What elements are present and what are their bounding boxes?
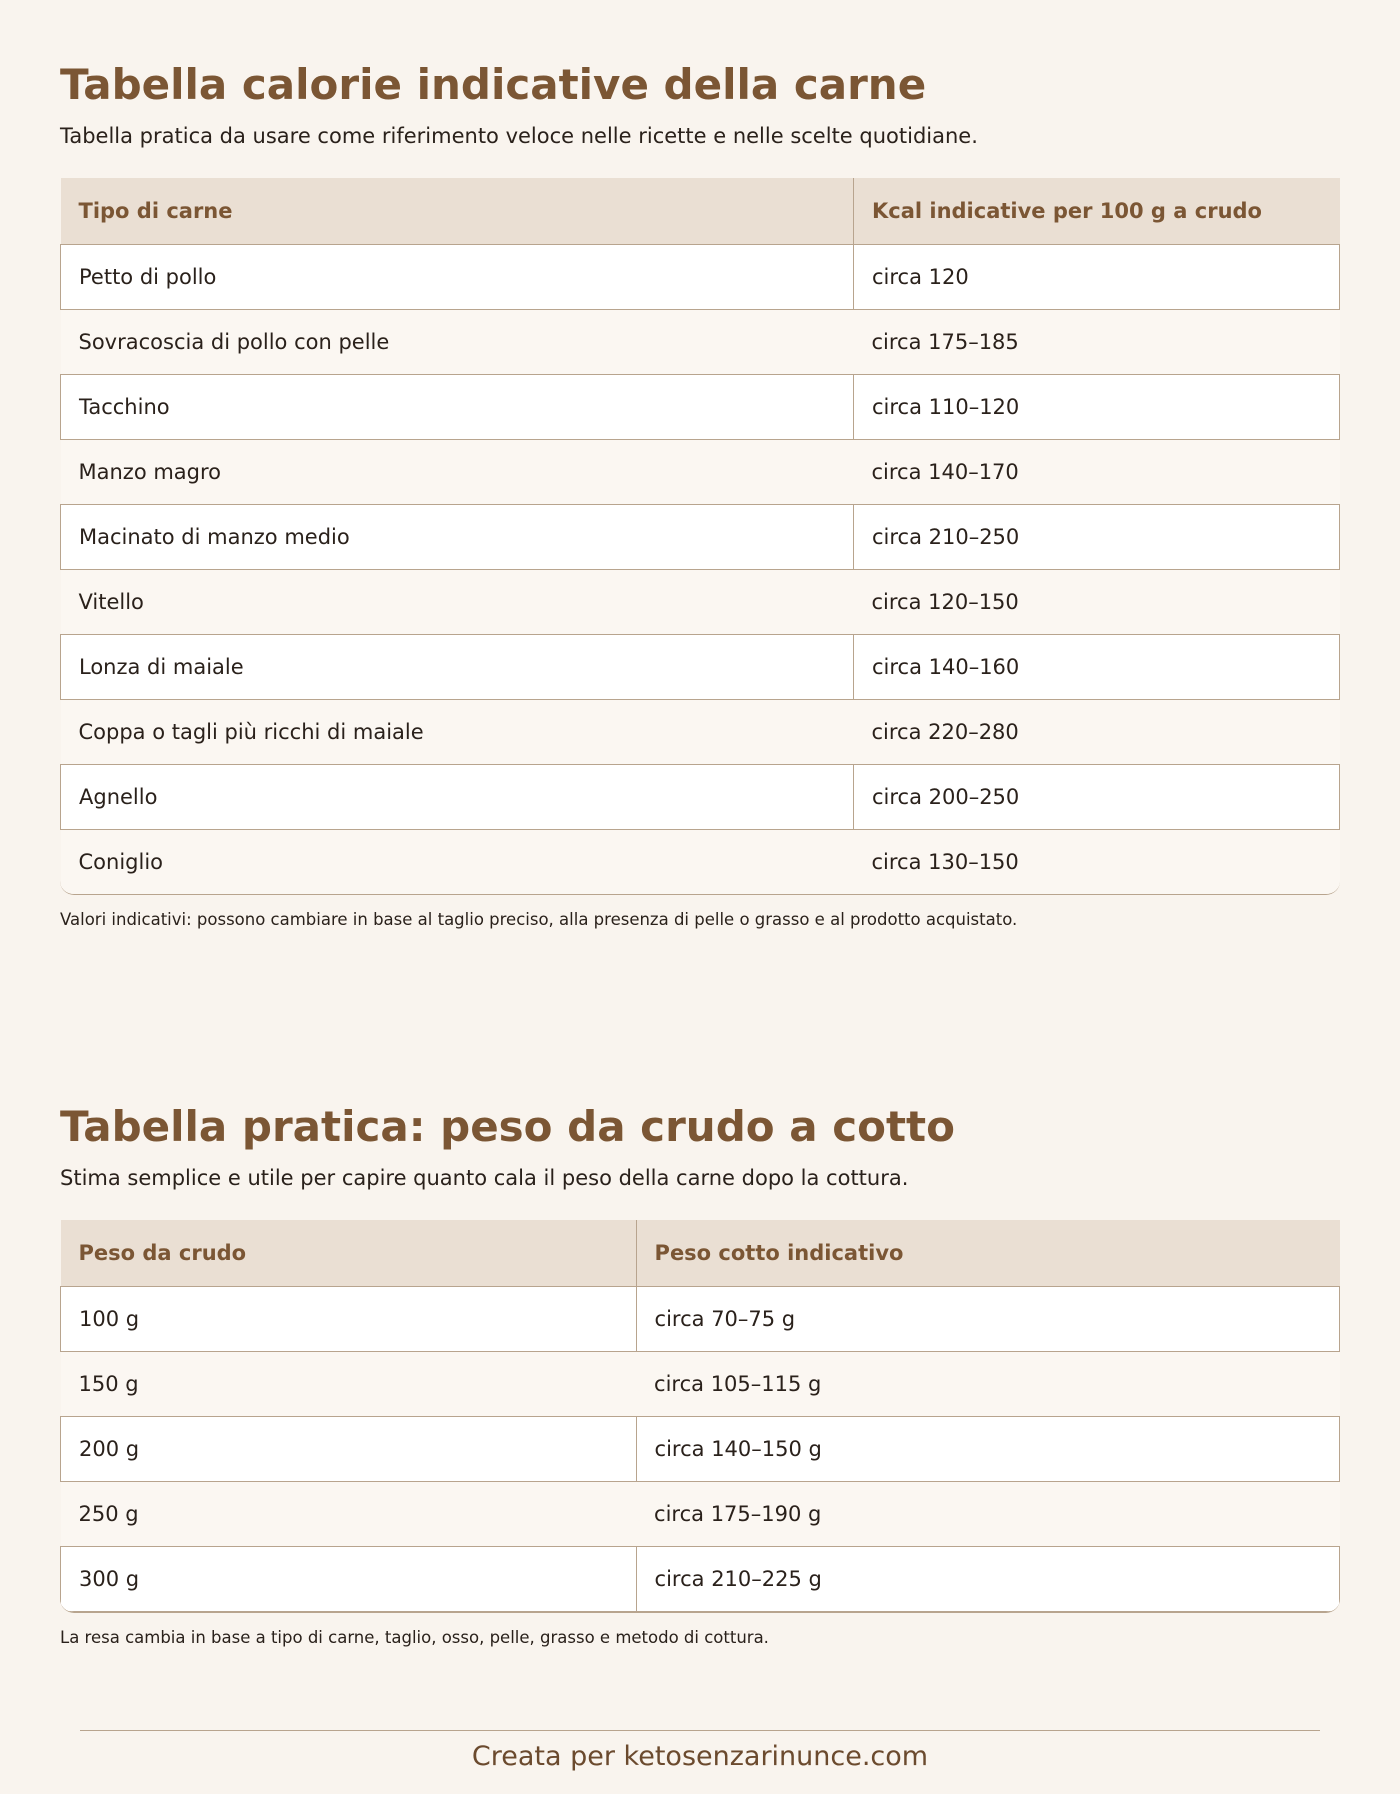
raw-weight-cell: 300 g xyxy=(61,1547,637,1612)
cooked-weight-cell: circa 105–115 g xyxy=(636,1352,1339,1417)
meat-type-cell: Macinato di manzo medio xyxy=(61,505,854,570)
raw-weight-cell: 100 g xyxy=(61,1287,637,1352)
table-row xyxy=(61,830,1340,895)
cooked-weight-cell: circa 140–150 g xyxy=(636,1417,1339,1482)
calorie-section xyxy=(60,58,1340,931)
kcal-cell: circa 140–170 xyxy=(853,440,1339,505)
table-row xyxy=(61,245,1340,310)
peso-section xyxy=(60,1100,1340,1649)
peso-table-wrapper xyxy=(60,1220,1340,1613)
meat-type-cell: Sovracoscia di pollo con pelle xyxy=(61,310,854,375)
calorie-title: Tabella calorie indicative della carne xyxy=(60,60,927,109)
raw-weight-cell: 250 g xyxy=(61,1482,637,1547)
raw-weight-cell: 200 g xyxy=(61,1417,637,1482)
meat-type-cell: Coppa o tagli più ricchi di maiale xyxy=(61,700,854,765)
meat-type-cell: Petto di pollo xyxy=(61,245,854,310)
calorie-table xyxy=(60,178,1340,894)
cooked-weight-cell: circa 175–190 g xyxy=(636,1482,1339,1547)
table-row xyxy=(61,440,1340,505)
footer-credit: Creata per ketosenzarinunce.com xyxy=(471,1741,929,1772)
table-row xyxy=(61,1417,1340,1482)
meat-type-cell: Manzo magro xyxy=(61,440,854,505)
table-row xyxy=(61,375,1340,440)
peso-subtitle: Stima semplice e utile per capire quanto cala il peso della carne dopo la cottura. xyxy=(60,1166,909,1190)
calorie-header-tipo: Tipo di carne xyxy=(61,178,854,245)
meat-type-cell: Lonza di maiale xyxy=(61,635,854,700)
kcal-cell: circa 200–250 xyxy=(853,765,1339,830)
table-row xyxy=(61,1482,1340,1547)
peso-title: Tabella pratica: peso da crudo a cotto xyxy=(60,1102,955,1151)
calorie-note: Valori indicativi: possono cambiare in base al taglio preciso, alla presenza di pelle o grasso e al prodotto acquistato. xyxy=(60,910,1018,929)
raw-weight-cell: 150 g xyxy=(61,1352,637,1417)
calorie-table-wrapper xyxy=(60,178,1340,895)
table-row xyxy=(61,310,1340,375)
table-row xyxy=(61,1547,1340,1612)
kcal-cell: circa 220–280 xyxy=(853,700,1339,765)
table-row xyxy=(61,765,1340,830)
calorie-header-kcal: Kcal indicative per 100 g a crudo xyxy=(853,178,1339,245)
cooked-weight-cell: circa 70–75 g xyxy=(636,1287,1339,1352)
kcal-cell: circa 120–150 xyxy=(853,570,1339,635)
peso-table-header-row xyxy=(61,1220,1340,1287)
kcal-cell: circa 110–120 xyxy=(853,375,1339,440)
peso-note: La resa cambia in base a tipo di carne, taglio, osso, pelle, grasso e metodo di cottura. xyxy=(60,1628,769,1647)
meat-type-cell: Tacchino xyxy=(61,375,854,440)
calorie-table-header-row xyxy=(61,178,1340,245)
table-row xyxy=(61,570,1340,635)
meat-type-cell: Coniglio xyxy=(61,830,854,895)
peso-header-cotto: Peso cotto indicativo xyxy=(636,1220,1339,1287)
kcal-cell: circa 130–150 xyxy=(853,830,1339,895)
kcal-cell: circa 210–250 xyxy=(853,505,1339,570)
calorie-subtitle: Tabella pratica da usare come riferimento veloce nelle ricette e nelle scelte quotidiane. xyxy=(60,124,978,148)
table-row xyxy=(61,1287,1340,1352)
table-row xyxy=(61,700,1340,765)
footer xyxy=(80,1730,1320,1775)
peso-header-crudo: Peso da crudo xyxy=(61,1220,637,1287)
meat-type-cell: Agnello xyxy=(61,765,854,830)
cooked-weight-cell: circa 210–225 g xyxy=(636,1547,1339,1612)
peso-table xyxy=(60,1220,1340,1612)
meat-type-cell: Vitello xyxy=(61,570,854,635)
table-row xyxy=(61,505,1340,570)
table-row xyxy=(61,635,1340,700)
kcal-cell: circa 175–185 xyxy=(853,310,1339,375)
kcal-cell: circa 120 xyxy=(853,245,1339,310)
kcal-cell: circa 140–160 xyxy=(853,635,1339,700)
table-row xyxy=(61,1352,1340,1417)
